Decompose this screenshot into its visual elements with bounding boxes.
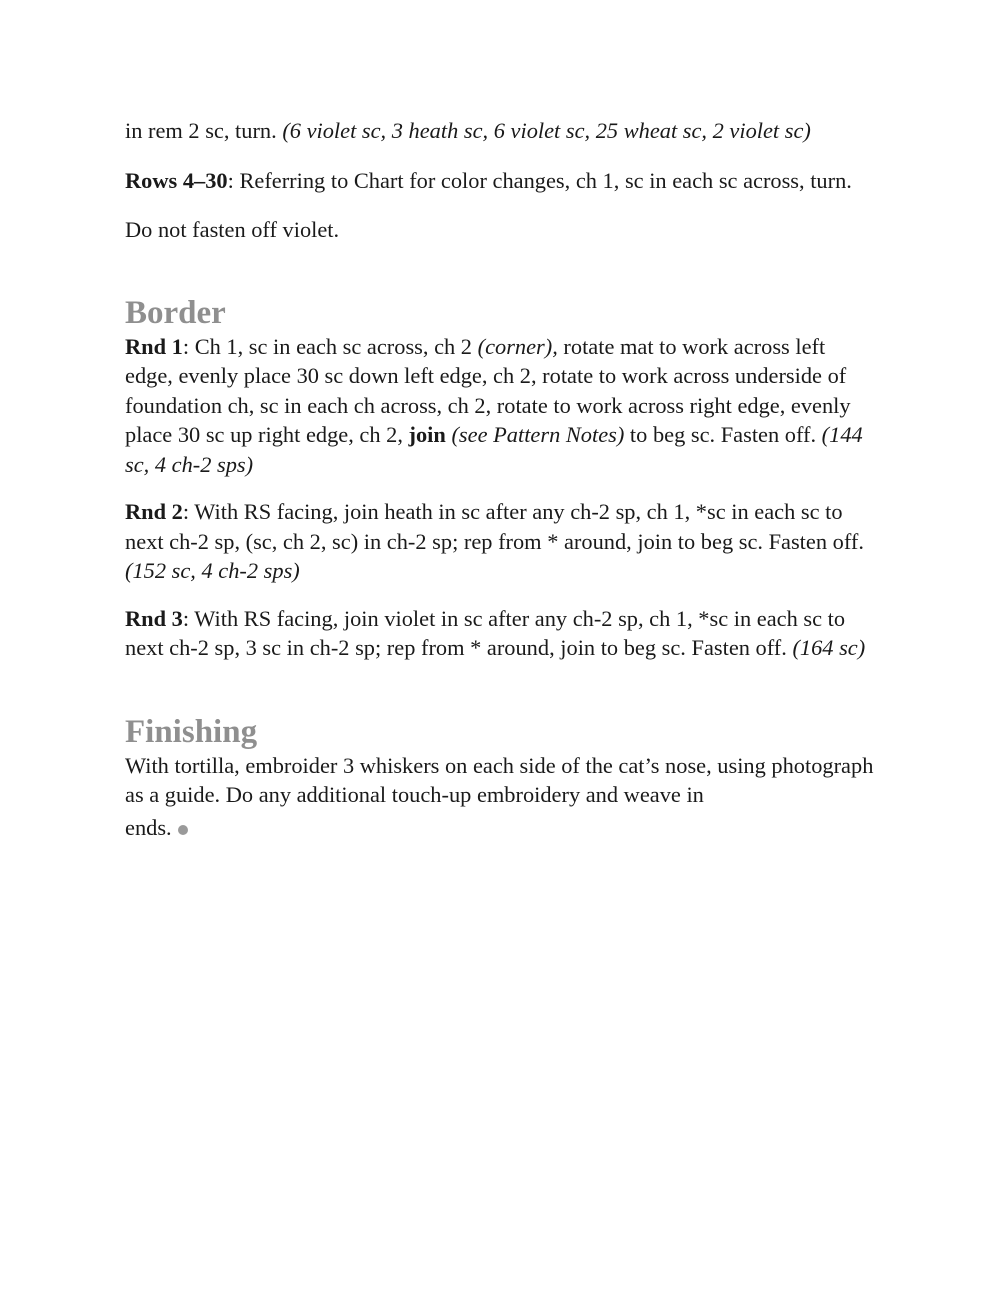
- border-heading: Border: [125, 294, 226, 331]
- finishing-text-end: ends.: [125, 814, 172, 840]
- finishing-heading: Finishing: [125, 713, 258, 750]
- intro-text: in rem 2 sc, turn.: [125, 118, 283, 143]
- rnd1-text-c: to beg sc. Fasten off.: [624, 422, 822, 447]
- rnd2-stitch-count: (152 sc, 4 ch-2 sps): [125, 558, 300, 583]
- rnd2-label: Rnd 2: [125, 499, 183, 524]
- rnd1-note-corner: (corner),: [477, 333, 558, 359]
- end-of-pattern-dot-icon: [178, 825, 188, 835]
- rnd1-paragraph: [125, 332, 875, 480]
- rnd3-paragraph: [125, 604, 875, 663]
- rnd1-text-a: : Ch 1, sc in each sc across, ch 2: [182, 333, 478, 359]
- rows-paragraph: [125, 166, 875, 196]
- rnd1-label: Rnd 1: [125, 333, 183, 359]
- rnd2-text: : With RS facing, join heath in sc after any ch-2 sp, ch 1, *sc in each sc to next ch-2 sp, (sc, ch 2, sc) in ch-2 sp; rep from * around, join to beg sc. Fasten off.: [125, 499, 864, 554]
- rnd3-stitch-count: (164 sc): [792, 635, 866, 660]
- pattern-page: [125, 116, 875, 846]
- rnd2-paragraph: [125, 497, 875, 586]
- rows-text: : Referring to Chart for color changes, ch 1, sc in each sc across, turn.: [227, 167, 852, 193]
- rnd3-text: : With RS facing, join violet in sc after any ch-2 sp, ch 1, *sc in each sc to next ch-2 sp, 3 sc in ch-2 sp; rep from * around, join to beg sc. Fasten off.: [125, 605, 846, 660]
- rnd1-note-pattern: (see Pattern Notes): [445, 422, 625, 447]
- intro-stitch-count: (6 violet sc, 3 heath sc, 6 violet sc, 25 wheat sc, 2 violet sc): [282, 118, 811, 143]
- rows-label: Rows 4–30: [125, 167, 228, 193]
- rnd1-join: join: [408, 422, 446, 447]
- intro-paragraph: [125, 116, 875, 146]
- finishing-text: With tortilla, embroider 3 whiskers on each side of the cat’s nose, using photograph as a guide. Do any additional touch-up embroidery and weave in: [125, 752, 874, 807]
- rnd1-text-b: rotate mat to work across left edge, evenly place 30 sc down left edge, ch 2, rotate to work across underside of foundation ch, sc in each ch across, ch 2, rotate to work across right edge, evenly place 30 sc up right edge, ch 2,: [125, 333, 851, 447]
- rnd1-stitch-count: (144 sc, 4 ch-2 sps): [125, 422, 863, 477]
- do-not-fasten-note: Do not fasten off violet.: [125, 217, 340, 242]
- rnd3-label: Rnd 3: [125, 605, 183, 631]
- finishing-paragraph: [125, 751, 875, 846]
